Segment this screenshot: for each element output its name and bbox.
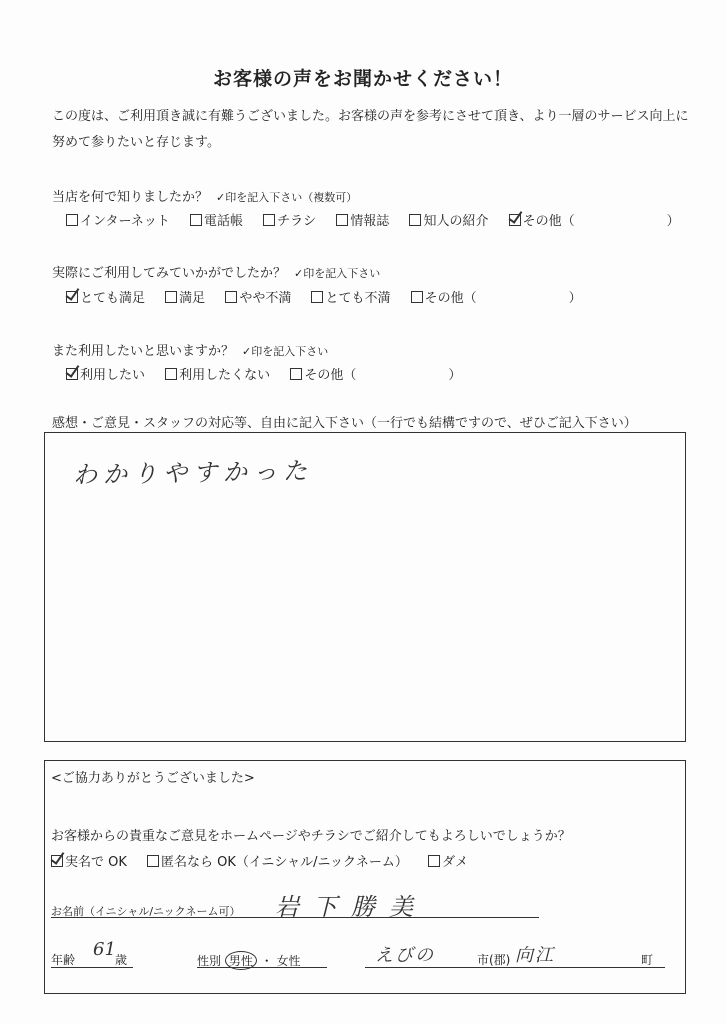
q1-option-internet[interactable]: インターネット bbox=[66, 210, 170, 229]
q1-option-other[interactable]: その他（ ） bbox=[509, 210, 680, 229]
question-3-hint: ✓印を記入下さい bbox=[242, 345, 329, 358]
consent-option-anonymous[interactable]: 匿名なら OK（イニシャル/ニックネーム） bbox=[147, 851, 408, 870]
checkbox[interactable] bbox=[225, 291, 237, 303]
q1-option-flyer[interactable]: チラシ bbox=[263, 210, 316, 229]
age-label: 年齢 bbox=[51, 953, 76, 967]
checkbox[interactable] bbox=[409, 214, 421, 226]
checkbox[interactable] bbox=[263, 214, 275, 226]
comment-prompt: 感想・ご意見・スタッフの対応等、自由に記入下さい（一行でも結構ですので、ぜひご記入下さい） bbox=[52, 416, 637, 431]
town-value: 向江 bbox=[515, 945, 555, 966]
gender-separator: ・ bbox=[260, 954, 273, 968]
consent-option-real-name[interactable]: 実名で OK bbox=[51, 851, 127, 870]
name-value: 岩下勝美 bbox=[275, 893, 427, 921]
checkbox[interactable] bbox=[147, 855, 159, 867]
checkbox[interactable] bbox=[311, 291, 323, 303]
checkbox[interactable] bbox=[66, 214, 78, 226]
address-underline bbox=[365, 967, 665, 968]
consent-options bbox=[51, 851, 484, 870]
checkbox[interactable] bbox=[66, 291, 78, 303]
checkbox[interactable] bbox=[66, 368, 78, 380]
gender-underline bbox=[197, 967, 327, 968]
question-1-options bbox=[66, 210, 696, 229]
q1-option-magazine[interactable]: 情報誌 bbox=[336, 210, 389, 229]
age-value: 61 bbox=[93, 939, 116, 960]
city-label: 市(郡) bbox=[477, 953, 511, 967]
checkbox[interactable] bbox=[165, 291, 177, 303]
gender-female[interactable]: 女性 bbox=[276, 954, 301, 968]
question-2-text: 実際にご利用してみていかがでしたか？ bbox=[52, 266, 287, 281]
question-1-text: 当店を何で知りましたか？ bbox=[52, 190, 209, 205]
thanks-text: <ご協力ありがとうございました> bbox=[51, 771, 255, 786]
name-underline bbox=[51, 917, 539, 918]
q3-option-yes[interactable]: 利用したい bbox=[66, 364, 145, 383]
checkbox[interactable] bbox=[336, 214, 348, 226]
q2-option-very-satisfied[interactable]: とても満足 bbox=[66, 287, 145, 306]
consent-option-no[interactable]: ダメ bbox=[428, 851, 468, 870]
comment-area[interactable] bbox=[44, 432, 686, 742]
gender-male[interactable]: 男性 bbox=[225, 951, 257, 970]
question-3-text: また利用したいと思いますか？ bbox=[52, 344, 235, 359]
age-unit: 歳 bbox=[115, 953, 128, 967]
checkbox[interactable] bbox=[428, 855, 440, 867]
question-3-options bbox=[66, 364, 477, 383]
consent-question: お客様からの貴重なご意見をホームページやチラシでご紹介してもよろしいでしょうか？ bbox=[51, 829, 571, 844]
q3-option-no[interactable]: 利用したくない bbox=[165, 364, 270, 383]
q2-option-very-dissatisfied[interactable]: とても不満 bbox=[311, 287, 390, 306]
consent-section bbox=[44, 760, 686, 994]
checkbox[interactable] bbox=[51, 855, 63, 867]
page-title: お客様の声をお聞かせください！ bbox=[212, 68, 513, 90]
question-2-options bbox=[66, 287, 598, 306]
q2-option-other[interactable]: その他（ ） bbox=[411, 287, 582, 306]
checkbox[interactable] bbox=[165, 368, 177, 380]
name-label: お名前（イニシャル/ニックネーム可） bbox=[51, 905, 241, 918]
age-underline bbox=[51, 967, 133, 968]
q2-option-satisfied[interactable]: 満足 bbox=[165, 287, 205, 306]
q3-option-other[interactable]: その他（ ） bbox=[290, 364, 461, 383]
town-label: 町 bbox=[641, 953, 654, 967]
city-value: えびの bbox=[375, 945, 435, 966]
intro-text: この度は、ご利用頂き誠に有難うございました。お客様の声を参考にさせて頂き、より一層のサービス向上に努めて参りたいと存じます。 bbox=[52, 109, 689, 150]
question-1-hint: ✓印を記入下さい（複数可） bbox=[216, 191, 358, 204]
checkbox[interactable] bbox=[411, 291, 423, 303]
question-1 bbox=[52, 186, 357, 205]
checkbox[interactable] bbox=[290, 368, 302, 380]
question-3 bbox=[52, 340, 328, 359]
comment-handwritten: わかりやすかった bbox=[72, 456, 314, 490]
gender-label: 性別 bbox=[197, 954, 222, 968]
q2-option-somewhat-dissatisfied[interactable]: やや不満 bbox=[225, 287, 291, 306]
question-2 bbox=[52, 262, 380, 281]
q1-option-referral[interactable]: 知人の紹介 bbox=[409, 210, 488, 229]
checkbox[interactable] bbox=[509, 214, 521, 226]
question-2-hint: ✓印を記入下さい bbox=[294, 267, 381, 280]
checkbox[interactable] bbox=[190, 214, 202, 226]
q1-option-phonebook[interactable]: 電話帳 bbox=[190, 210, 243, 229]
